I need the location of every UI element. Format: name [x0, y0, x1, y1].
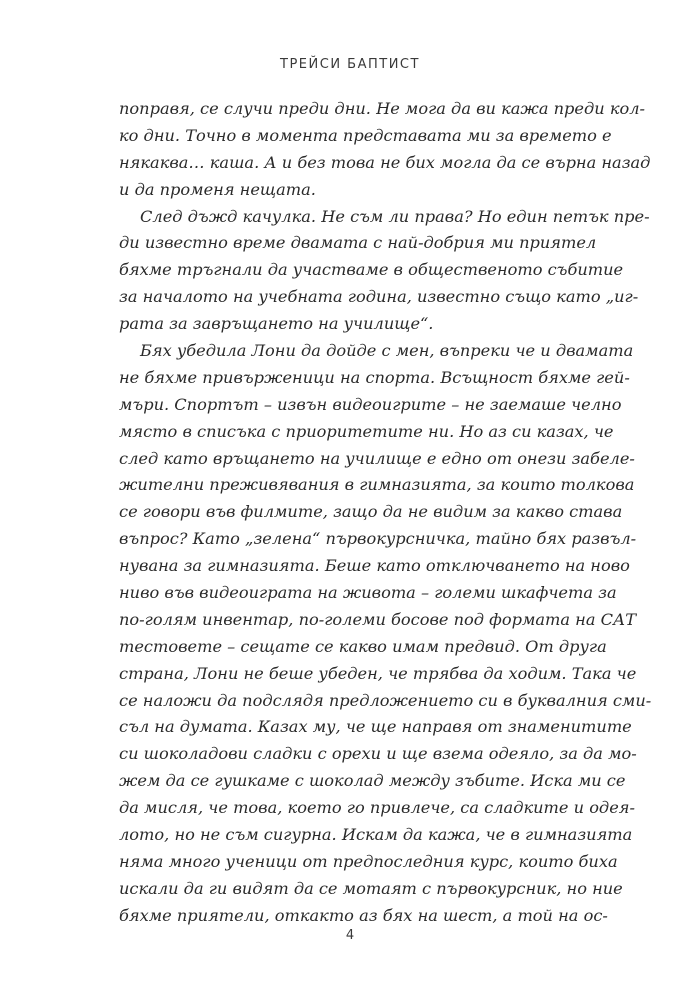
text-line: да мисля, че това, което го привлече, са сладките и одея- — [119, 798, 635, 818]
text-line: и да променя нещата. — [119, 179, 316, 199]
text-line: се наложи да подслядя предложението си в буквалния сми- — [119, 690, 652, 710]
text-line: страна, Лони не беше убеден, че трябва да ходим. Така че — [119, 663, 637, 683]
text-line: мъри. Спортът – извън видеоигрите – не заемаше челно — [119, 394, 622, 414]
text-line: си шоколадови сладки с орехи и ще взема одеяло, за да мо- — [119, 744, 637, 764]
text-line: няма много ученици от предпоследния курс, които биха — [119, 851, 618, 871]
text-line: жем да се гушкаме с шоколад между зъбите. Иска ми се — [119, 771, 626, 791]
text-line: след като връщането на училище е едно от онези забеле- — [119, 448, 635, 468]
text-line: тестовете – сещате се какво имам предвид. От друга — [119, 636, 607, 656]
text-line: ди известно време двамата с най-добрия ми приятел — [119, 233, 597, 253]
text-line: не бяхме привърженици на спорта. Всъщност бяхме гей- — [119, 367, 630, 387]
text-line: за началото на учебната година, известно също като „иг- — [119, 287, 639, 307]
text-line: искали да ги видят да се мотаят с първокурсник, но ние — [119, 878, 623, 898]
body-text — [119, 96, 652, 930]
text-line: ко дни. Точно в момента представата ми за времето е — [119, 125, 612, 145]
text-line: поправя, се случи преди дни. Не мога да ви кажа преди кол- — [119, 99, 646, 118]
text-line: жителни преживявания в гимназията, за които толкова — [119, 475, 635, 495]
text-line: ниво във видеоиграта на живота – големи шкафчета за — [119, 583, 617, 603]
text-line: място в списъка с приоритетите ни. Но аз си казах, че — [119, 421, 614, 441]
text-line: Бях убедила Лони да дойде с мен, въпреки че и двамата — [140, 341, 634, 361]
page-number: 4 — [345, 928, 355, 943]
text-line: лото, но не съм сигурна. Искам да кажа, че в гимназията — [119, 825, 633, 845]
text-line: някаква… каша. А и без това не бих могла да се върна назад — [119, 152, 651, 172]
text-line: бяхме тръгнали да участваме в общественото събитие — [119, 260, 624, 280]
text-line: рата за завръщането на училище“. — [119, 314, 434, 334]
text-line: въпрос? Като „зелена“ първокурсничка, тайно бях развъл- — [119, 529, 637, 549]
text-line: по-голям инвентар, по-големи босове под формата на САТ — [119, 609, 637, 629]
text-line: нувана за гимназията. Беше като отключването на ново — [119, 556, 630, 576]
text-line: След дъжд качулка. Не съм ли права? Но един петък пре- — [140, 206, 650, 226]
running-header: ТРЕЙСИ БАПТИСТ — [280, 57, 420, 72]
text-line: съл на думата. Казах му, че ще направя от знаменитите — [119, 717, 632, 737]
text-line: се говори във филмите, защо да не видим за какво става — [119, 502, 623, 522]
text-line: бяхме приятели, откакто аз бях на шест, а той на ос- — [119, 905, 608, 925]
